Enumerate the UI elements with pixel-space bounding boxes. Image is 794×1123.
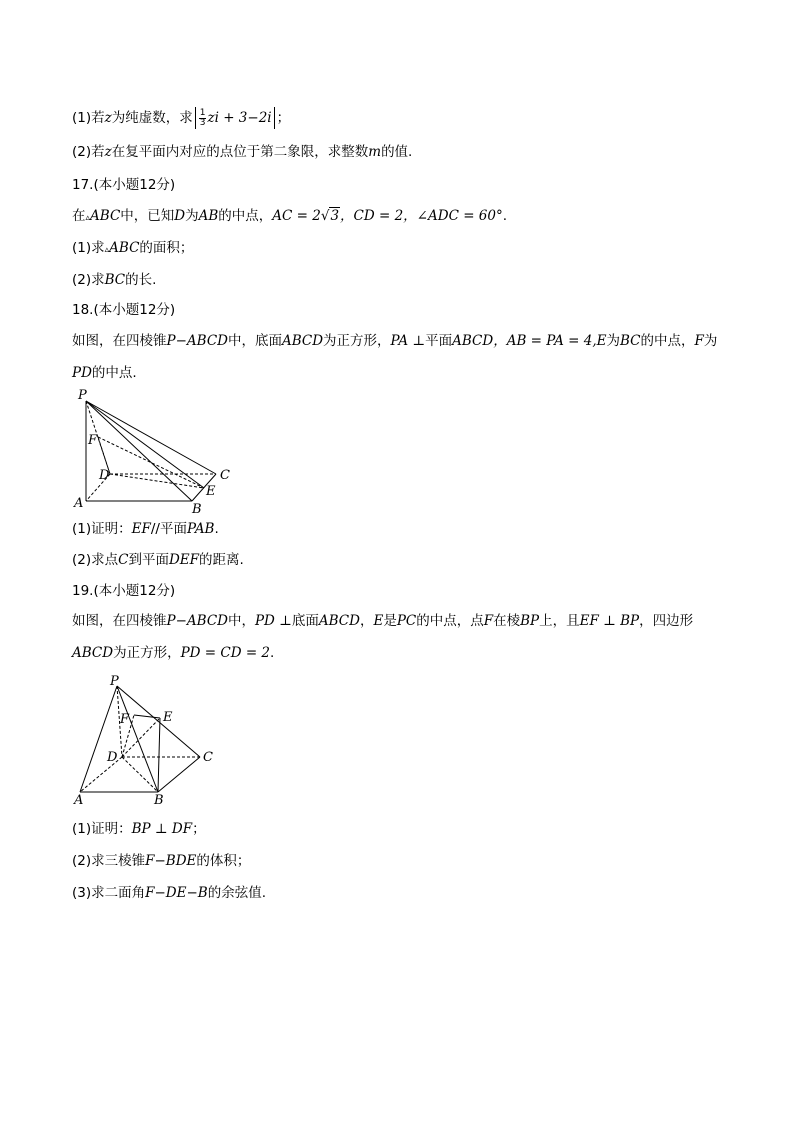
sqrt-icon: √ (320, 208, 330, 224)
q18-stem-a: 如图，在四棱锥 (72, 333, 167, 349)
q19-part1 (72, 820, 206, 838)
q17-stem-c: 为 (185, 208, 199, 224)
q18-stem-c: 为正方形， (323, 333, 391, 349)
label-e: E (206, 484, 216, 499)
q18-part1-math: EF (131, 521, 151, 537)
q18-part1-prefix: (1)证明： (72, 521, 132, 537)
q17-seg-ab: AB (198, 208, 219, 224)
q19-part3-math: F−DE−B (145, 885, 208, 901)
q19-part2-math: F−BDE (145, 853, 197, 869)
q17-part1 (72, 239, 193, 259)
q19-part1-end: ； (192, 821, 206, 837)
q19-stem-a: 如图，在四棱锥 (72, 613, 167, 629)
label-f: F (88, 433, 98, 448)
edge-pc (117, 686, 200, 757)
q18-part2-prefix: (2)求点 (72, 552, 119, 568)
q17-stem-a: 在 (72, 208, 86, 224)
q18-base: ABCD (281, 333, 324, 349)
q16-var-m: m (368, 144, 382, 160)
triangle-icon: ▵ (85, 213, 91, 223)
q16-part1-mid: 为纯虚数，求 (111, 110, 193, 126)
abs-bar-left (195, 107, 196, 129)
q17-stem (72, 207, 507, 227)
q19-stem-g: 在棱 (493, 613, 521, 629)
q18-seg-pd: PD (72, 365, 92, 381)
q19-part3 (72, 884, 266, 902)
q17-seg-bc: BC (104, 272, 126, 288)
q17-stem-b: 中，已知 (120, 208, 175, 224)
edge-fe (134, 715, 160, 718)
q19-seg-pc: PC (396, 613, 417, 629)
q18-seg-bc: BC (620, 333, 641, 349)
edge-eb (158, 718, 160, 792)
q19-line2-base: ABCD (72, 645, 114, 661)
q19-stem-f: 的中点，点 (416, 613, 484, 629)
q18-pyramid-figure (70, 385, 240, 517)
q18-pyramid: P−ABCD (166, 333, 228, 349)
label-p: P (78, 388, 87, 403)
q17-cd-text: ，CD = 2，∠ADC = 60° (340, 208, 503, 224)
q19-stem-c: 底面 (291, 613, 319, 629)
q18-stem-h: 为 (703, 333, 718, 349)
q19-stem-e: 是 (383, 613, 397, 629)
q16-part1 (72, 107, 290, 129)
q19-point-f: F (483, 613, 494, 629)
q17-part2 (72, 271, 156, 289)
edge-pb (117, 686, 158, 792)
q18-part1 (72, 520, 219, 538)
q19-base: ABCD (318, 613, 360, 629)
q19-part2-end: 的体积； (196, 853, 251, 869)
q19-part1-math: BP ⊥ DF (131, 821, 193, 837)
q18-header: 18.(本小题12分) (72, 302, 176, 318)
label-e: E (163, 710, 173, 725)
q17-header: 17.(本小题12分) (72, 177, 176, 193)
q16-expr-rest: zi + 3−2i (207, 110, 272, 126)
q19-line2-a: 为正方形， (113, 645, 181, 661)
q19-header: 19.(本小题12分) (72, 583, 176, 599)
q19-part2-prefix: (2)求三棱锥 (72, 853, 146, 869)
label-c: C (220, 468, 230, 483)
q18-stem-line1 (72, 332, 717, 350)
q19-stem-i: ，四边形 (639, 613, 694, 629)
q17-stem-end: . (502, 208, 508, 224)
edge-db (122, 757, 158, 792)
q19-ef-bp: EF ⊥ BP (579, 613, 640, 629)
q18-stem-g: 的中点， (640, 333, 695, 349)
q19-stem-b: 中， (227, 613, 255, 629)
q18-stem-d: 平面 (425, 333, 453, 349)
q18-part2-end: 的距离. (199, 552, 244, 568)
q17-stem-d: 的中点， (218, 208, 273, 224)
q16-part2-prefix: (2)若 (72, 144, 105, 160)
q19-point-e: E (373, 613, 384, 629)
q19-line2-end: . (270, 645, 275, 661)
q17-ac-root: 3 (330, 208, 340, 224)
q16-part1-prefix: (1)若 (72, 110, 105, 126)
label-c: C (203, 750, 213, 765)
q19-stem-line2 (72, 644, 274, 662)
q17-tri-name: ABC (90, 208, 121, 224)
label-b: B (192, 502, 202, 517)
edge-pb (86, 401, 192, 501)
q18-base-2: ABCD (452, 333, 494, 349)
q18-stem-e: ，AB = PA = 4, (493, 333, 597, 349)
label-f: F (120, 712, 130, 727)
q17-ac-label: AC = 2 (272, 208, 321, 224)
q19-stem-line1 (72, 612, 693, 630)
q18-pa-perp: PA ⊥ (390, 333, 426, 349)
frac-den: 3 (199, 117, 206, 128)
q19-part3-end: 的余弦值. (207, 885, 267, 901)
q18-part2-mid: 到平面 (128, 552, 169, 568)
frac-num: 1 (199, 107, 206, 118)
q19-pyramid: P−ABCD (166, 613, 228, 629)
q16-var-z: z (104, 110, 112, 126)
q17-part1-tri: ABC (109, 240, 140, 256)
triangle-icon: ▵ (104, 245, 110, 255)
edge-bc (158, 757, 200, 792)
q19-stem-d: ， (359, 613, 374, 629)
q16-part2-text: 在复平面内对应的点位于第二象限，求整数 (111, 144, 369, 160)
abs-bar-right (274, 107, 275, 129)
q19-part3-prefix: (3)求二面角 (72, 885, 146, 901)
q16-part2-var-z: z (104, 144, 112, 160)
q16-part1-end: ； (276, 110, 291, 126)
q17-part2-prefix: (2)求 (72, 272, 105, 288)
q18-part2-point: C (118, 552, 129, 568)
q18-stem-b: 中，底面 (227, 333, 282, 349)
q16-part2 (72, 143, 412, 161)
q19-pyramid-figure (70, 672, 220, 810)
q19-part2 (72, 852, 250, 870)
label-d: D (107, 750, 118, 765)
q19-pd-perp: PD ⊥ (254, 613, 292, 629)
q18-part2 (72, 551, 244, 569)
q19-part1-prefix: (1)证明： (72, 821, 132, 837)
q16-part2-end: 的值. (381, 144, 413, 160)
q18-part1-mid: //平面 (150, 521, 187, 537)
fraction-one-third (199, 109, 207, 128)
label-b: B (154, 793, 164, 808)
q17-point-d: D (174, 208, 186, 224)
q18-part2-plane: DEF (168, 552, 200, 568)
q17-part1-suffix: 的面积； (139, 240, 194, 256)
q19-seg-bp: BP (520, 613, 540, 629)
q18-part1-end: . (214, 521, 219, 537)
q18-point-f: F (694, 333, 704, 349)
q17-part2-suffix: 的长. (125, 272, 157, 288)
q19-stem-h: 上，且 (539, 613, 580, 629)
label-a: A (74, 793, 84, 808)
label-p: P (110, 674, 119, 689)
label-d: D (99, 468, 110, 483)
q17-part1-prefix: (1)求 (72, 240, 105, 256)
q18-point-e: E (596, 333, 607, 349)
q19-line2-eq: PD = CD = 2 (180, 645, 271, 661)
label-a: A (74, 496, 84, 511)
q18-stem-line2 (72, 364, 137, 382)
q18-stem-f: 为 (606, 333, 621, 349)
q18-stem-i: 的中点. (91, 365, 137, 381)
q18-part1-plane: PAB (186, 521, 215, 537)
edge-pc (86, 401, 216, 474)
